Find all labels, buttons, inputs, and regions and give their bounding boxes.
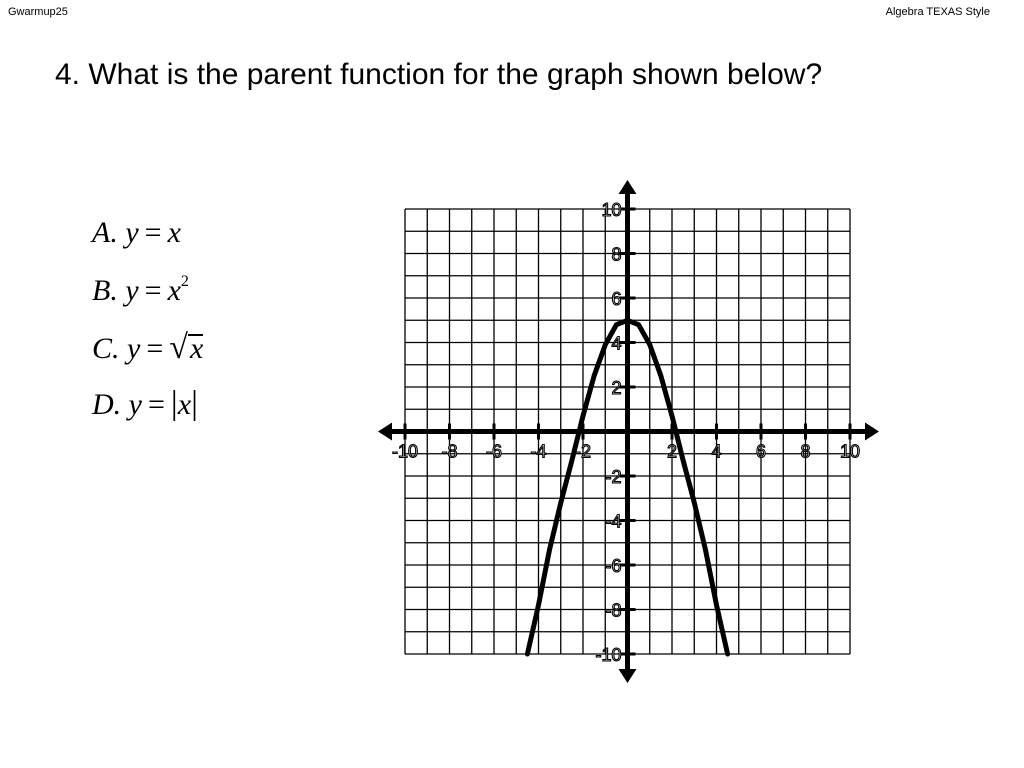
choice-d-equals: =	[148, 388, 165, 421]
choice-b-equals: =	[144, 274, 162, 307]
choice-c-equals: =	[146, 332, 164, 365]
y-tick-label: -10	[595, 645, 622, 665]
y-tick-label: -4	[605, 511, 622, 532]
x-axis-right-arrow	[865, 423, 879, 441]
choice-c-letter: C.	[92, 332, 120, 365]
choice-a-equals: =	[144, 216, 162, 249]
choice-b-lhs: y	[125, 274, 139, 307]
x-tick-label: 10	[839, 441, 861, 462]
choice-c-rhs: x	[189, 332, 204, 365]
choice-b-letter: B.	[92, 274, 118, 307]
choice-c-radical: √	[169, 329, 188, 366]
choice-d-bar-right: |	[191, 385, 198, 422]
x-tick-label: -6	[485, 441, 503, 462]
x-tick-label: -4	[530, 441, 547, 462]
x-tick-label: 4	[711, 441, 722, 462]
x-tick-label: -2	[574, 441, 592, 462]
choice-d-rhs: x	[177, 388, 192, 421]
choice-d-letter: D.	[92, 388, 122, 421]
choice-c-lhs: y	[127, 332, 141, 365]
y-tick-label: 10	[601, 200, 622, 220]
y-tick-label: 4	[611, 333, 622, 354]
x-tick-label: 8	[800, 441, 811, 462]
x-tick-label: 6	[755, 441, 767, 462]
choice-d-bar-left: |	[170, 385, 178, 422]
header-left: Gwarmup25	[8, 6, 68, 18]
x-tick-label: -8	[441, 441, 458, 462]
header-right: Algebra TEXAS Style	[885, 6, 990, 18]
x-tick-label: 2	[666, 441, 678, 462]
y-tick-label: 6	[611, 289, 622, 309]
choice-b-rhs: x	[167, 274, 181, 307]
question-text: 4. What is the parent function for the graph shown below?	[55, 58, 823, 91]
y-axis-bottom-arrow	[619, 669, 637, 683]
y-tick-label: 2	[611, 378, 622, 398]
x-axis-left-arrow	[378, 423, 392, 441]
y-tick-label: -2	[605, 467, 622, 487]
y-tick-label: -6	[605, 556, 622, 576]
choice-d-lhs: y	[128, 388, 142, 421]
y-tick-label: -8	[605, 600, 622, 621]
choice-a-lhs: y	[125, 216, 139, 249]
choice-a-letter: A.	[92, 216, 118, 249]
choice-a-rhs: x	[167, 216, 181, 249]
y-tick-label: 8	[611, 244, 622, 265]
y-axis-top-arrow	[619, 180, 637, 194]
choice-b-exponent: 2	[180, 273, 189, 290]
x-tick-label: -10	[391, 441, 419, 462]
